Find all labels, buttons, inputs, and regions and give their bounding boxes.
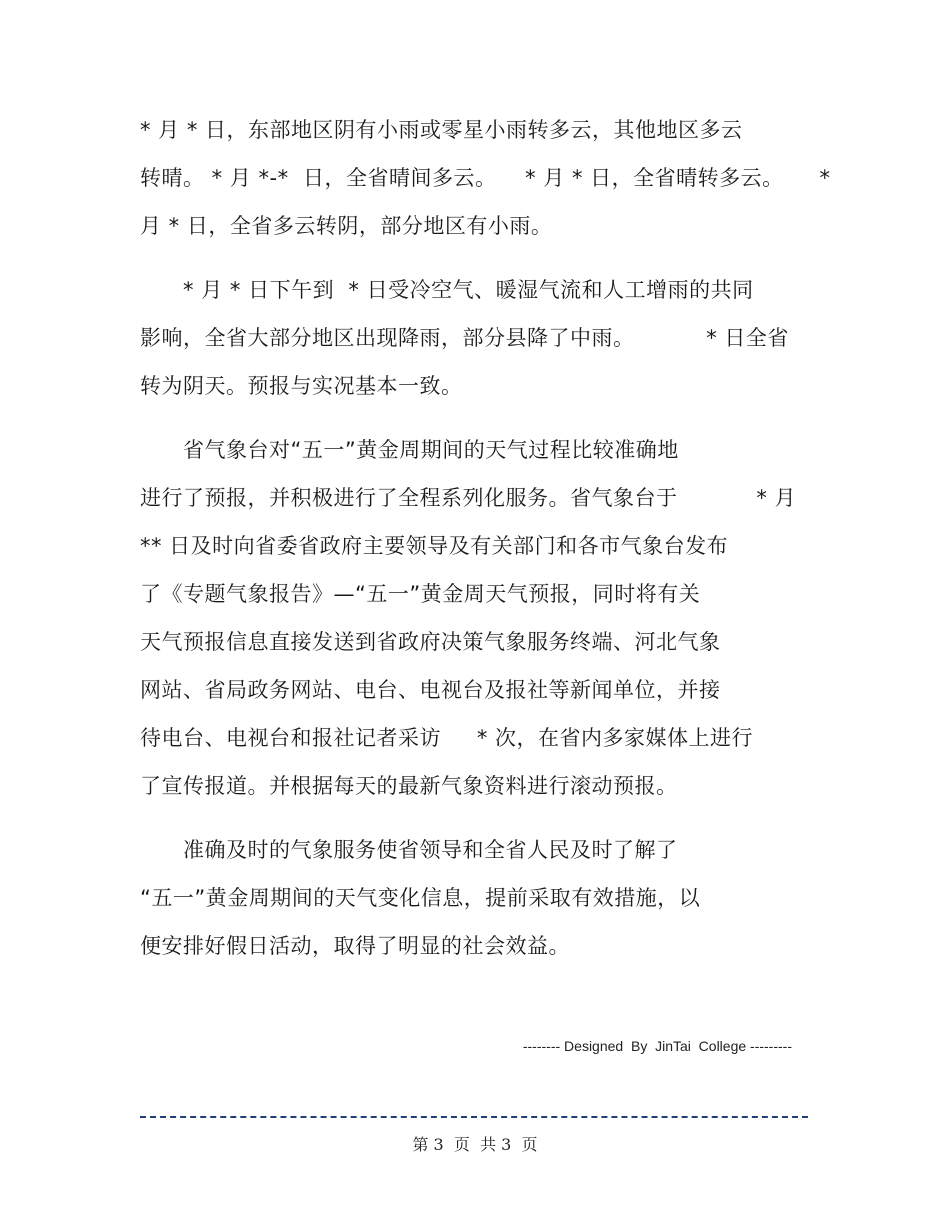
text-line: 转晴。 * 月 *-* 日，全省晴间多云。 * 月 * 日，全省晴转多云。 * bbox=[140, 166, 831, 190]
text-line: 准确及时的气象服务使省领导和全省人民及时了解了 bbox=[140, 838, 678, 862]
text-line: “五一”黄金周期间的天气变化信息，提前采取有效措施，以 bbox=[140, 886, 701, 910]
footer-divider bbox=[140, 1116, 808, 1118]
text-line: * 月 * 日下午到 * 日受冷空气、暖湿气流和人工增雨的共同 bbox=[140, 278, 754, 302]
text-line: 了宣传报道。并根据每天的最新气象资料进行滚动预报。 bbox=[140, 774, 678, 798]
text-line: 月 * 日，全省多云转阴，部分地区有小雨。 bbox=[140, 214, 553, 238]
text-line: 进行了预报，并积极进行了全程系列化服务。省气象台于 * 月 bbox=[140, 486, 797, 510]
footer-credit: -------- Designed By JinTai College --------- bbox=[522, 1038, 792, 1054]
text-line: ** 日及时向省委省政府主要领导及有关部门和各市气象台发布 bbox=[140, 534, 729, 558]
text-line: 便安排好假日活动，取得了明显的社会效益。 bbox=[140, 934, 570, 958]
text-line: 网站、省局政务网站、电台、电视台及报社等新闻单位，并接 bbox=[140, 678, 721, 702]
page-number: 第 3 页 共 3 页 bbox=[412, 1135, 538, 1154]
text-line: 了《专题气象报告》—“五一”黄金周天气预报，同时将有关 bbox=[140, 582, 701, 606]
text-line: 影响，全省大部分地区出现降雨，部分县降了中雨。 * 日全省 bbox=[140, 326, 789, 350]
text-line: 省气象台对“五一”黄金周期间的天气过程比较准确地 bbox=[140, 438, 679, 462]
text-line: * 月 * 日，东部地区阴有小雨或零星小雨转多云，其他地区多云 bbox=[140, 118, 743, 142]
text-line: 转为阴天。预报与实况基本一致。 bbox=[140, 374, 463, 398]
text-line: 天气预报信息直接发送到省政府决策气象服务终端、河北气象 bbox=[140, 630, 721, 654]
text-line: 待电台、电视台和报社记者采访 * 次，在省内多家媒体上进行 bbox=[140, 726, 754, 750]
